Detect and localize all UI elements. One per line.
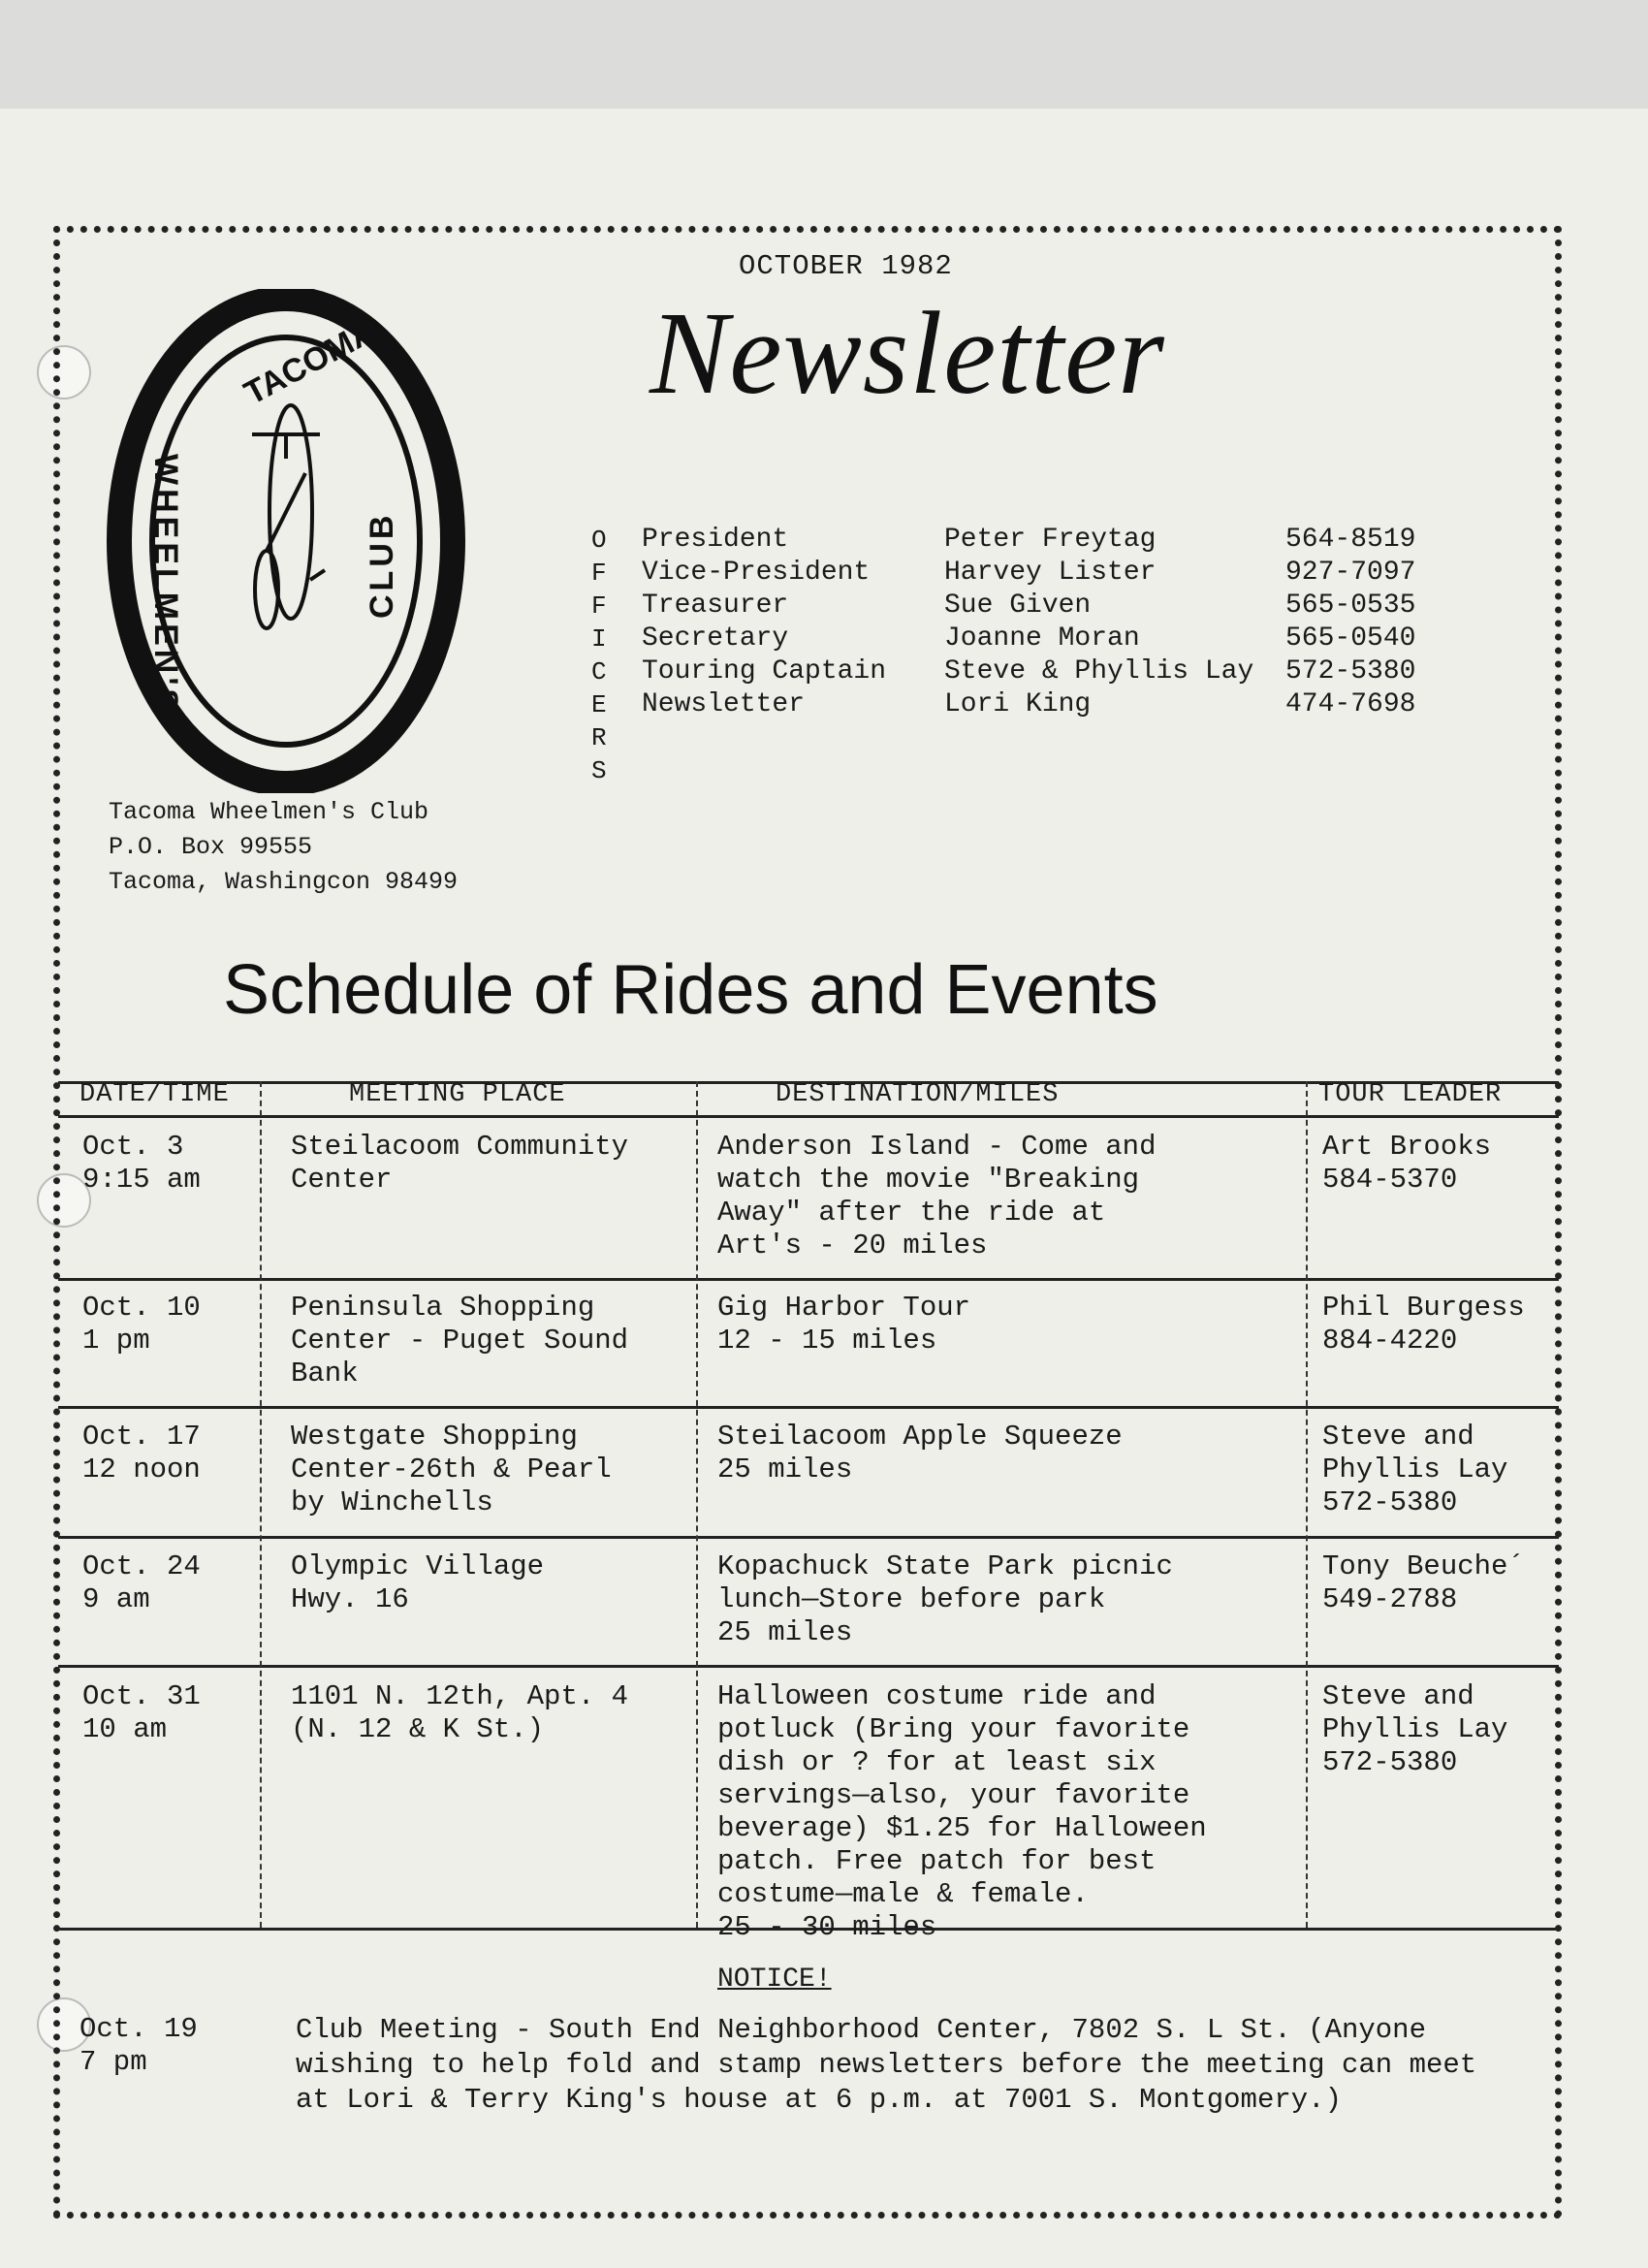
- column-divider: [260, 1081, 262, 1928]
- table-rule: [58, 1536, 1559, 1539]
- officer-name: Sue Given: [944, 591, 1092, 621]
- table-rule: [58, 1115, 1559, 1118]
- address-line: Tacoma, Washingcon 98499: [109, 868, 459, 896]
- row-destination: Anderson Island - Come and watch the movie "Breaking Away" after the ride at Art's - 20 miles: [717, 1131, 1157, 1262]
- officer-phone: 565-0535: [1285, 591, 1416, 621]
- table-rule: [58, 1278, 1559, 1281]
- officer-phone: 474-7698: [1285, 689, 1416, 719]
- row-leader: Steve and Phyllis Lay 572-5380: [1322, 1680, 1508, 1778]
- row-place: Westgate Shopping Center-26th & Pearl by Winchells: [291, 1421, 612, 1518]
- officer-role: Touring Captain: [642, 656, 887, 687]
- officer-phone: 565-0540: [1285, 623, 1416, 654]
- officer-role: Secretary: [642, 623, 789, 654]
- row-date: Oct. 3 9:15 am: [82, 1131, 201, 1196]
- officer-role: Vice-President: [642, 558, 871, 588]
- row-date: Oct. 17 12 noon: [82, 1421, 201, 1485]
- row-leader: Tony Beuche´ 549-2788: [1322, 1550, 1525, 1615]
- bicycle-icon: [252, 405, 325, 628]
- row-date: Oct. 24 9 am: [82, 1550, 201, 1615]
- officers-letter: S: [591, 756, 607, 785]
- club-logo: [107, 289, 465, 793]
- officers-letter: O: [591, 526, 607, 555]
- newsletter-title: Newsletter: [650, 288, 1165, 419]
- officers-letter: F: [591, 591, 607, 621]
- officer-name: Steve & Phyllis Lay: [944, 656, 1254, 687]
- officers-letter: I: [591, 624, 607, 654]
- officer-role: Treasurer: [642, 591, 789, 621]
- officer-name: Joanne Moran: [944, 623, 1140, 654]
- table-rule: [58, 1406, 1559, 1409]
- address-line: P.O. Box 99555: [109, 833, 313, 861]
- row-place: Steilacoom Community Center: [291, 1131, 629, 1196]
- officer-name: Harvey Lister: [944, 558, 1157, 588]
- column-header-place: MEETING PLACE: [349, 1080, 566, 1109]
- row-destination: Kopachuck State Park picnic lunch—Store before park 25 miles: [717, 1550, 1173, 1648]
- officers-letter: C: [591, 657, 607, 687]
- officer-phone: 927-7097: [1285, 558, 1416, 588]
- officers-label: [591, 524, 620, 787]
- officer-role: Newsletter: [642, 689, 806, 719]
- row-place: 1101 N. 12th, Apt. 4 (N. 12 & K St.): [291, 1680, 629, 1745]
- notice-heading: NOTICE!: [717, 1965, 832, 1995]
- logo-text-top: TACOMA: [238, 312, 382, 413]
- notice-date: Oct. 19 7 pm: [79, 2013, 198, 2078]
- club-address: [109, 795, 458, 900]
- officers-letter: F: [591, 559, 607, 588]
- schedule-heading: Schedule of Rides and Events: [223, 951, 1158, 1029]
- row-date: Oct. 31 10 am: [82, 1680, 201, 1745]
- table-rule: [58, 1665, 1559, 1668]
- row-destination: Gig Harbor Tour 12 - 15 miles: [717, 1292, 971, 1357]
- column-divider: [696, 1081, 698, 1928]
- column-header-date: DATE/TIME: [79, 1080, 230, 1109]
- row-destination: Steilacoom Apple Squeeze 25 miles: [717, 1421, 1123, 1485]
- officer-role: President: [642, 525, 789, 555]
- officer-name: Lori King: [944, 689, 1092, 719]
- officers-letter: R: [591, 723, 607, 752]
- logo-text-left: WHEELMEN'S: [147, 454, 184, 716]
- row-place: Peninsula Shopping Center - Puget Sound Bank: [291, 1292, 629, 1390]
- officer-phone: 572-5380: [1285, 656, 1416, 687]
- officers-letter: E: [591, 690, 607, 719]
- officer-phone: 564-8519: [1285, 525, 1416, 555]
- logo-text-right: CLUB: [364, 511, 400, 619]
- column-divider: [1306, 1081, 1308, 1928]
- column-header-leader: TOUR LEADER: [1318, 1080, 1503, 1109]
- notice-text: Club Meeting - South End Neighborhood Center, 7802 S. L St. (Anyone wishing to help fold and stamp newsletters before the meeting can meet at Lori & Terry King's house at 6 p.m. at 7001 S. Montgomery.): [296, 2014, 1477, 2116]
- address-line: Tacoma Wheelmen's Club: [109, 798, 429, 826]
- officer-name: Peter Freytag: [944, 525, 1157, 555]
- row-date: Oct. 10 1 pm: [82, 1292, 201, 1357]
- row-destination: Halloween costume ride and potluck (Bring your favorite dish or ? for at least six servings—also, your favorite beverage) $1.25 for Halloween patch. Free patch for best costume—male & female. 25 - 30 miles: [717, 1680, 1207, 1943]
- row-leader: Phil Burgess 884-4220: [1322, 1292, 1525, 1357]
- row-leader: Steve and Phyllis Lay 572-5380: [1322, 1421, 1508, 1518]
- issue-date: OCTOBER 1982: [739, 250, 953, 282]
- row-place: Olympic Village Hwy. 16: [291, 1550, 545, 1615]
- row-leader: Art Brooks 584-5370: [1322, 1131, 1492, 1196]
- column-header-destination: DESTINATION/MILES: [776, 1080, 1060, 1109]
